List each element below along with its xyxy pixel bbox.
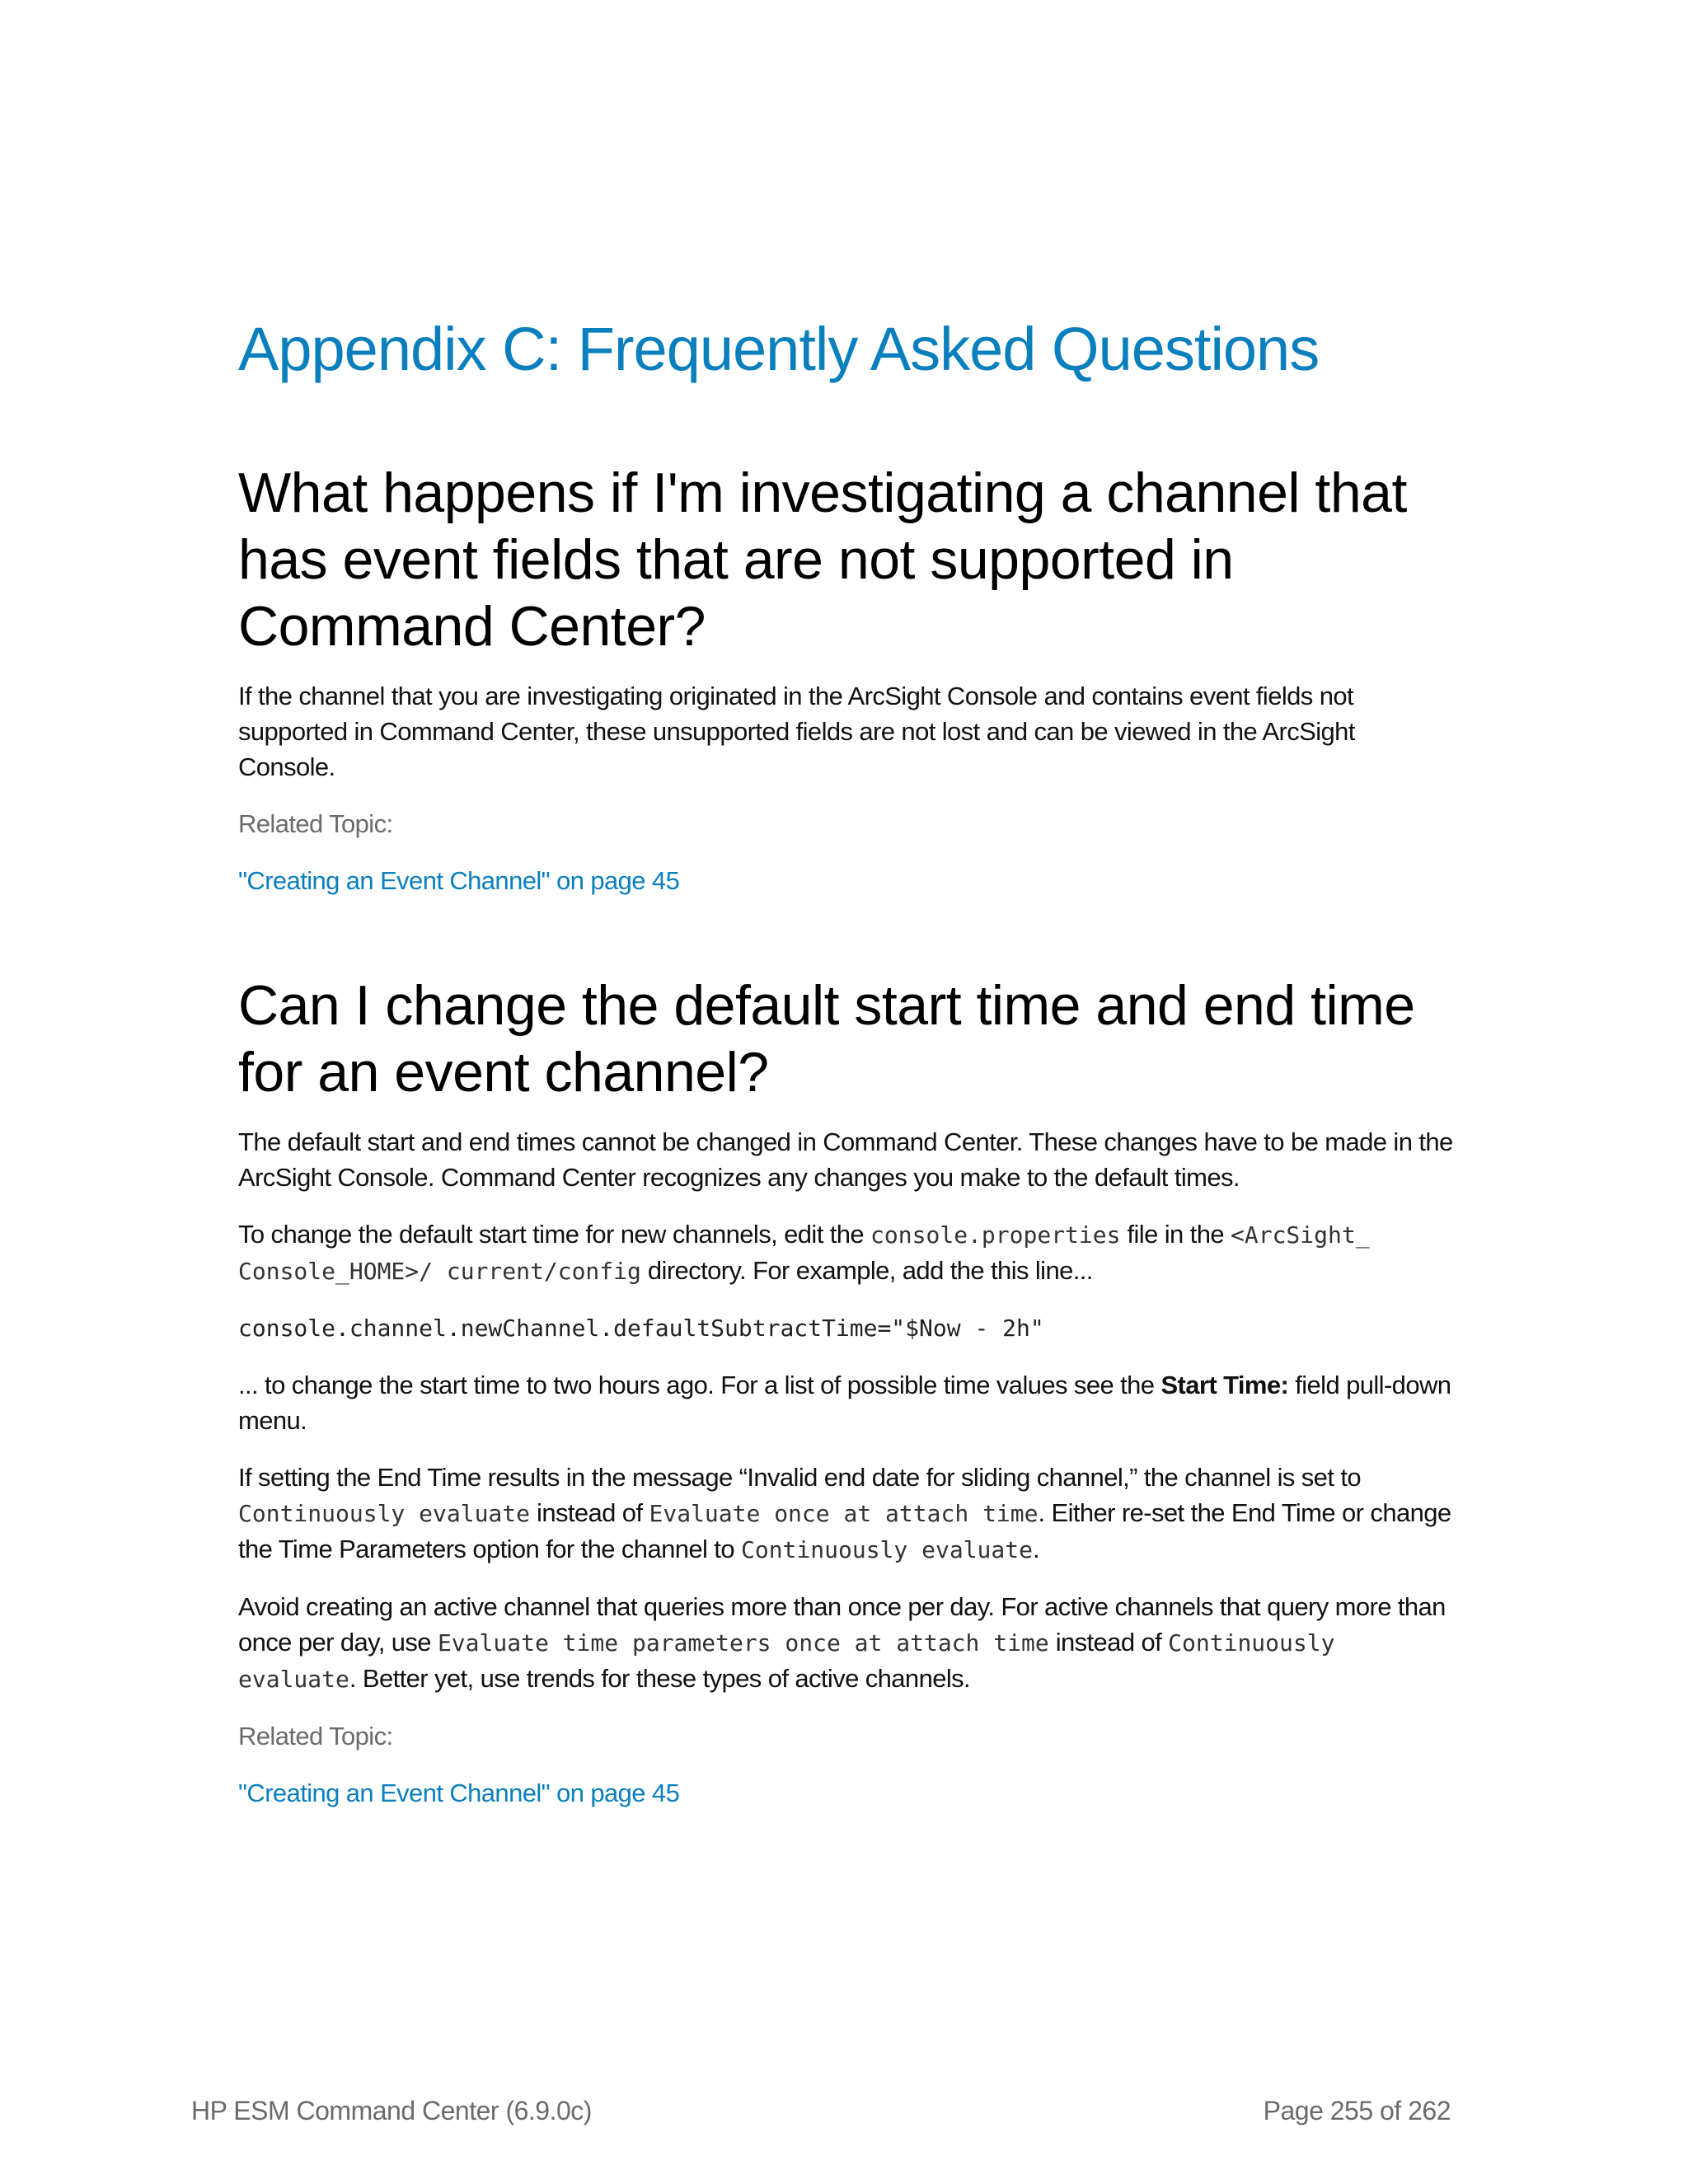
text: file in the <box>1120 1220 1231 1249</box>
text: instead of <box>1048 1628 1169 1657</box>
text: . <box>1033 1535 1040 1563</box>
code-option: Evaluate once at attach time <box>649 1500 1039 1527</box>
code-option: Evaluate time parameters once at attach time <box>437 1629 1049 1657</box>
related-topic-link[interactable]: "Creating an Event Channel" on page 45 <box>238 866 680 895</box>
page-content <box>238 313 1458 1811</box>
code-option: Continuously evaluate <box>238 1629 1335 1693</box>
faq-question: What happens if I'm investigating a channel that has event fields that are not supported in Command Center? <box>238 462 1407 658</box>
code-option: Continuously evaluate <box>238 1500 531 1527</box>
code-example-line: console.channel.newChannel.defaultSubtractTime="$Now - 2h" <box>238 1315 1044 1342</box>
faq-paragraph <box>238 1589 1458 1697</box>
code-filename: console.properties <box>870 1221 1121 1249</box>
text: To change the default start time for new channels, edit the <box>238 1220 871 1249</box>
faq-paragraph: The default start and end times cannot be changed in Command Center. These changes have to be made in the ArcSight Console. Command Center recognizes any changes you make to the default times. <box>238 1127 1453 1192</box>
code-path: <ArcSight_ Console_HOME>/ current/config <box>238 1221 1370 1285</box>
text: Avoid creating an active channel that queries more than once per day. For active channels that query more than once per day, use <box>238 1592 1446 1657</box>
footer-page-number: Page 255 of 262 <box>1263 2096 1451 2125</box>
text: field pull-down menu. <box>238 1371 1451 1435</box>
faq-question: Can I change the default start time and end time for an event channel? <box>238 974 1415 1104</box>
page-footer <box>191 2093 1451 2128</box>
text: . Either re-set the End Time or change the Time Parameters option for the channel to <box>238 1498 1451 1563</box>
page-title: Appendix C: Frequently Asked Questions <box>238 315 1320 383</box>
faq-section-unsupported-fields <box>238 460 1458 898</box>
text: instead of <box>530 1498 649 1527</box>
text: directory. For example, add the this line... <box>640 1256 1093 1285</box>
footer-product: HP ESM Command Center (6.9.0c) <box>191 2096 592 2125</box>
related-topic-label: Related Topic: <box>238 1722 393 1750</box>
faq-section-default-times <box>238 972 1458 1811</box>
faq-answer: If the channel that you are investigating originated in the ArcSight Console and contains event fields not supported in Command Center, these unsupported fields are not lost and can be viewed in the ArcSight Console. <box>238 682 1355 781</box>
faq-paragraph <box>238 1216 1458 1289</box>
bold-field-name: Start Time: <box>1160 1371 1289 1399</box>
related-topic-link[interactable]: "Creating an Event Channel" on page 45 <box>238 1779 680 1807</box>
text: ... to change the start time to two hours ago. For a list of possible time values see the <box>238 1371 1161 1399</box>
text: . Better yet, use trends for these types of active channels. <box>349 1664 971 1693</box>
faq-paragraph <box>238 1367 1458 1438</box>
code-option: Continuously evaluate <box>740 1536 1033 1563</box>
related-topic-label: Related Topic: <box>238 809 393 838</box>
faq-paragraph <box>238 1460 1458 1568</box>
text: If setting the End Time results in the message “Invalid end date for sliding channel,” the channel is set to <box>238 1463 1362 1492</box>
